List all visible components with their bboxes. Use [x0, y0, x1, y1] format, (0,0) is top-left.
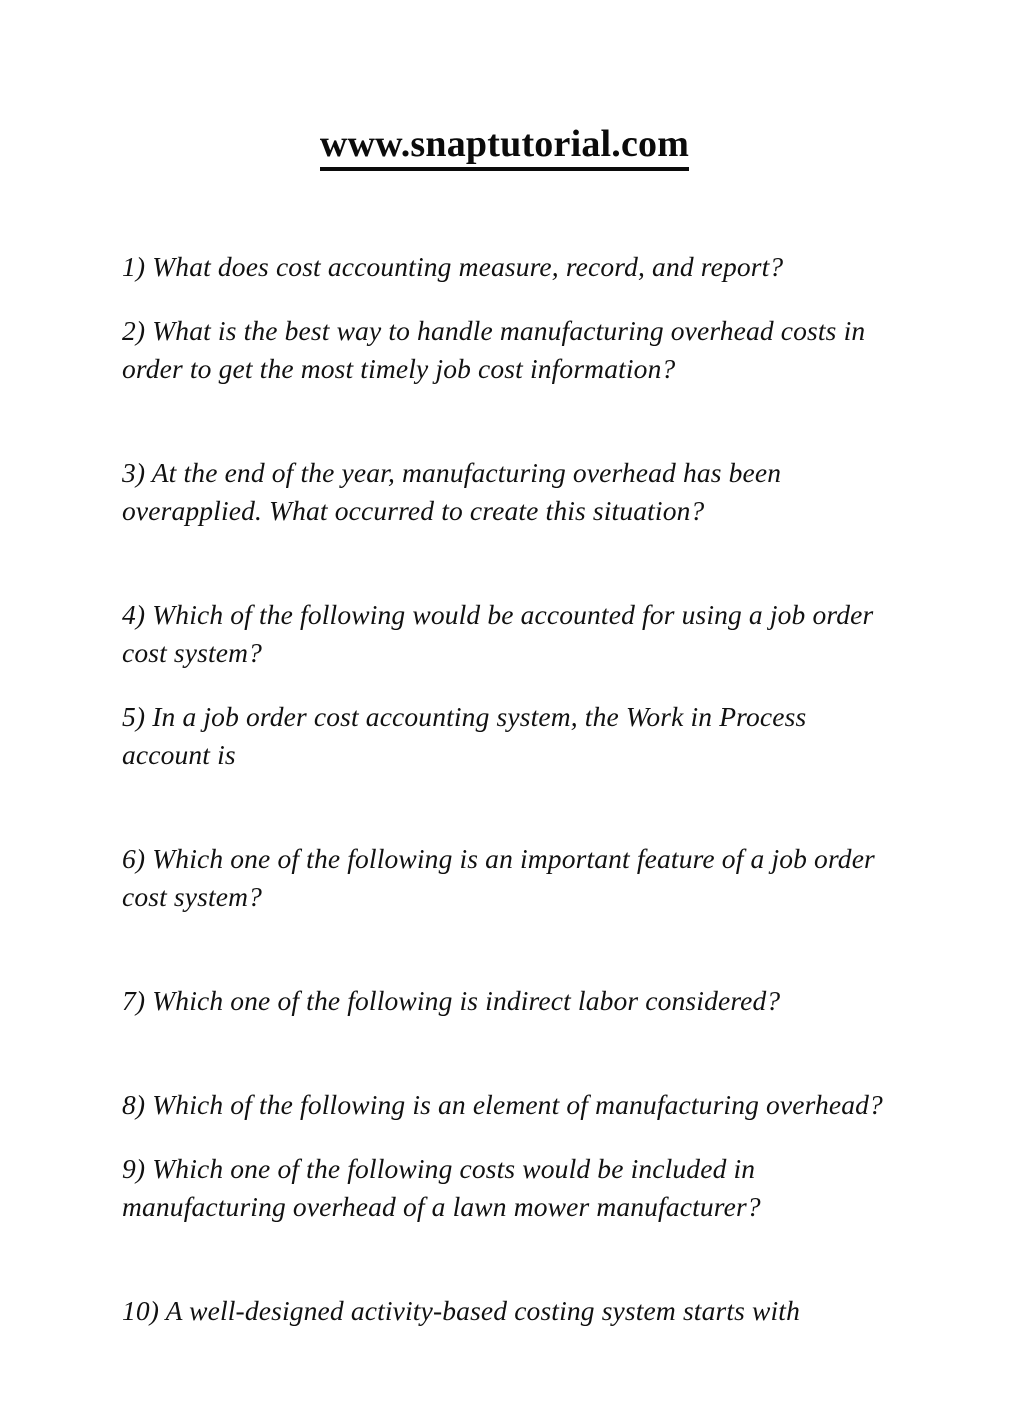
question-item: 9) Which one of the following costs would be included in manufacturing overhead of a lawn mower manufacturer? [122, 1153, 761, 1222]
question-item: 5) In a job order cost accounting system, the Work in Process account is [122, 701, 807, 770]
page-title [0, 122, 1009, 171]
question-item: 4) Which of the following would be accounted for using a job order cost system? [122, 599, 874, 668]
question-item: 8) Which of the following is an element of manufacturing overhead? [122, 1089, 883, 1120]
question-item: 1) What does cost accounting measure, record, and report? [122, 251, 784, 282]
question-item: 10) A well-designed activity-based costing system starts with [122, 1295, 800, 1326]
question-item: 6) Which one of the following is an important feature of a job order cost system? [122, 843, 875, 912]
question-item: 2) What is the best way to handle manufacturing overhead costs in order to get the most timely job cost information? [122, 315, 866, 384]
question-list [122, 248, 894, 1330]
question-item: 3) At the end of the year, manufacturing overhead has been overapplied. What occurred to create this situation? [122, 457, 782, 526]
question-item: 7) Which one of the following is indirect labor considered? [122, 985, 781, 1016]
site-url-heading: www.snaptutorial.com [320, 122, 689, 171]
